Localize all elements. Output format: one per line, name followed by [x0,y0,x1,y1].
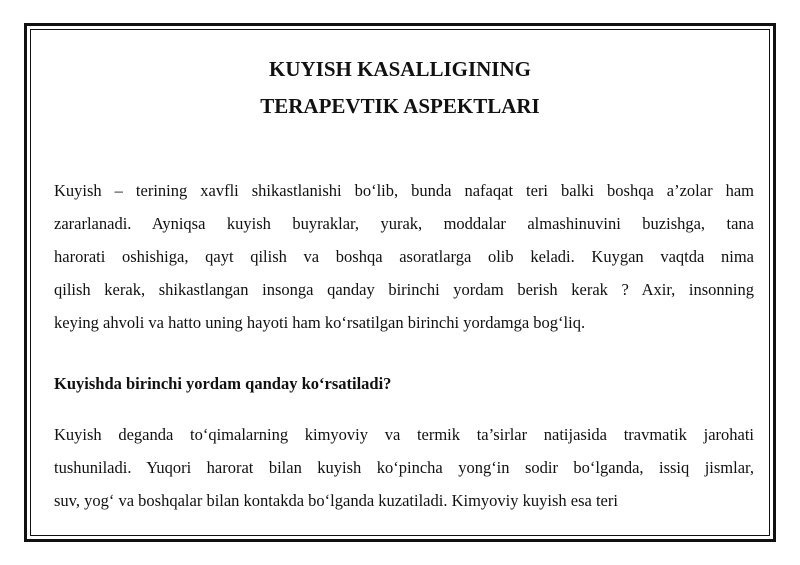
paragraph-line: Kuyish deganda to‘qimalarning kimyoviy va termik ta’sirlar natijasida travmatik jarohati [54,425,754,444]
paragraph-line: zararlanadi. Ayniqsa kuyish buyraklar, yurak, moddalar almashinuvini buzishga, tana [54,214,754,233]
document-title-line-1: KUYISH KASALLIGINING [269,57,531,81]
paragraph-line: harorati oshishiga, qayt qilish va boshqa asoratlarga olib keladi. Kuygan vaqtda nima [54,247,754,266]
section-paragraph [54,418,754,517]
paragraph-line: Kuyish – terining xavfli shikastlanishi bo‘lib, bunda nafaqat teri balki boshqa a’zolar ham [54,181,754,200]
paragraph-line: tushuniladi. Yuqori harorat bilan kuyish ko‘pincha yong‘in sodir bo‘lganda, issiq jismlar, [54,458,754,477]
section-heading: Kuyishda birinchi yordam qanday ko‘rsatiladi? [54,374,392,393]
paragraph-line: qilish kerak, shikastlangan insonga qanday birinchi yordam berish kerak ? Axir, insonning [54,280,754,299]
intro-paragraph [54,174,754,339]
paragraph-line: keying ahvoli va hatto uning hayoti ham ko‘rsatilgan birinchi yordamga bog‘liq. [54,313,586,332]
document-title-line-2: TERAPEVTIK ASPEKTLARI [260,94,540,118]
paragraph-line: suv, yog‘ va boshqalar bilan kontakda bo‘lganda kuzatiladi. Kimyoviy kuyish esa teri [54,491,618,510]
